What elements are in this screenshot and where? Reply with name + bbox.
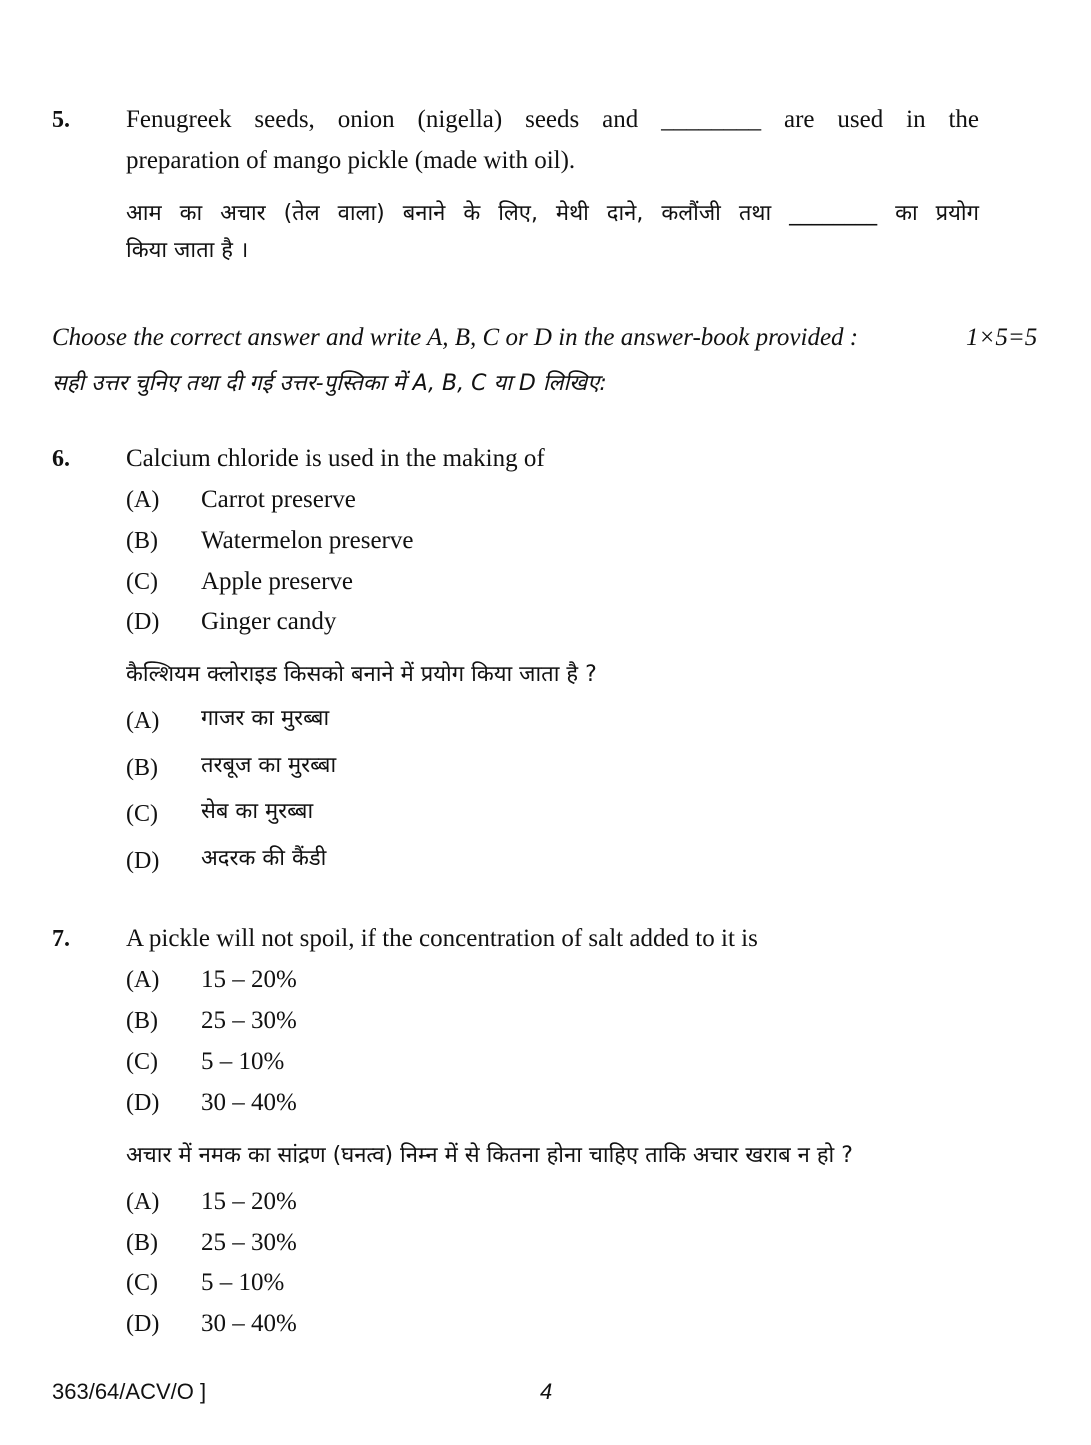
footer-paper-code: 363/64/ACV/O ] <box>52 1379 207 1404</box>
instructions-english: Choose the correct answer and write A, B, C or D in the answer-book provided : <box>52 324 859 351</box>
q6-en-option-text-a: Carrot preserve <box>201 486 356 513</box>
q6-en-option-text-d: Ginger candy <box>201 608 337 635</box>
q6-en-option-text-c: Apple preserve <box>201 568 354 595</box>
q7-hindi-question: अचार में नमक का सांद्रण (घनत्व) निम्न में से कितना होना चाहिए ताकि अचार खराब न हो ? <box>126 1143 853 1168</box>
q7-hi-option-letter-b: (B) <box>126 1230 158 1256</box>
q7-hi-option-letter-d: (D) <box>126 1311 160 1337</box>
q6-hi-option-letter-d: (D) <box>126 848 160 874</box>
q7-en-option-letter-c: (C) <box>126 1049 158 1075</box>
q7-en-option-letter-d: (D) <box>126 1090 160 1116</box>
q6-hi-option-text-d: अदरक की कैंडी <box>201 846 327 871</box>
instructions-hindi: सही उत्तर चुनिए तथा दी गई उत्तर-पुस्तिका में A, B, C या D लिखिए: <box>52 371 607 396</box>
q7-en-option-text-a: 15 – 20% <box>201 966 297 993</box>
q7-en-option-text-b: 25 – 30% <box>201 1007 297 1034</box>
q6-en-option-text-b: Watermelon preserve <box>201 527 414 554</box>
q7-hi-option-text-d: 30 – 40% <box>201 1310 297 1337</box>
q7-hi-option-text-a: 15 – 20% <box>201 1188 297 1215</box>
q7-en-option-letter-b: (B) <box>126 1008 158 1034</box>
q7-en-option-letter-a: (A) <box>126 967 160 993</box>
instructions-marks: 1×5=5 <box>966 324 1038 351</box>
q5-english-line-2: preparation of mango pickle (made with oil). <box>126 147 576 174</box>
q7-hi-option-text-c: 5 – 10% <box>201 1269 285 1296</box>
q6-hi-option-letter-b: (B) <box>126 755 158 781</box>
q6-english-question: Calcium chloride is used in the making of <box>126 445 545 472</box>
question-number-6: 6. <box>52 446 70 472</box>
q6-hi-option-text-a: गाजर का मुरब्बा <box>201 706 330 731</box>
footer-page-number: 4 <box>540 1379 553 1404</box>
q6-en-option-letter-b: (B) <box>126 528 158 554</box>
q6-hi-option-letter-a: (A) <box>126 708 160 734</box>
q5-english-line-1: Fenugreek seeds, onion (nigella) seeds and ________ are used in the <box>126 106 979 133</box>
q6-hi-option-letter-c: (C) <box>126 801 158 827</box>
q7-en-option-text-d: 30 – 40% <box>201 1089 297 1116</box>
q7-hi-option-letter-a: (A) <box>126 1189 160 1215</box>
q6-en-option-letter-a: (A) <box>126 487 160 513</box>
q6-hi-option-text-b: तरबूज का मुरब्बा <box>201 753 337 778</box>
q7-en-option-text-c: 5 – 10% <box>201 1048 285 1075</box>
q5-hindi-line-1: आम का अचार (तेल वाला) बनाने के लिए, मेथी दाने, कलौंजी तथा ________ का प्रयोग <box>126 201 979 226</box>
q6-en-option-letter-c: (C) <box>126 569 158 595</box>
q7-hi-option-text-b: 25 – 30% <box>201 1229 297 1256</box>
question-number-7: 7. <box>52 926 70 952</box>
q5-hindi-line-2: किया जाता है । <box>126 238 249 263</box>
q7-english-question: A pickle will not spoil, if the concentration of salt added to it is <box>126 925 758 952</box>
question-number-5: 5. <box>52 107 70 133</box>
q7-hi-option-letter-c: (C) <box>126 1270 158 1296</box>
q6-en-option-letter-d: (D) <box>126 609 160 635</box>
q6-hi-option-text-c: सेब का मुरब्बा <box>201 799 314 824</box>
q6-hindi-question: कैल्शियम क्लोराइड किसको बनाने में प्रयोग किया जाता है ? <box>126 662 597 687</box>
